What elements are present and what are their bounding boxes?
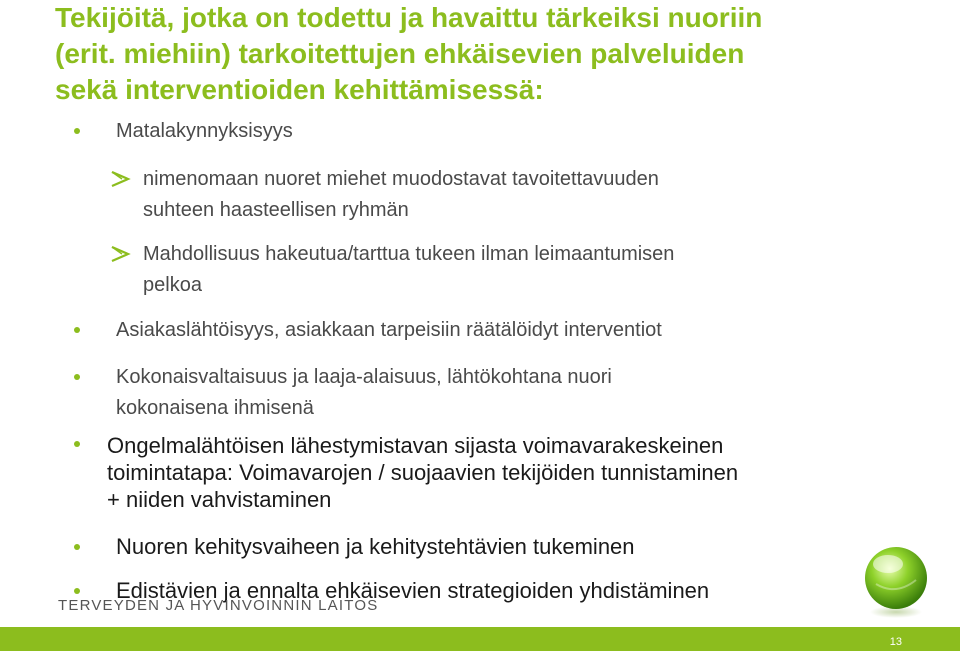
organization-name: TERVEYDEN JA HYVINVOINNIN LAITOS [58, 597, 379, 614]
bullet-icon [74, 128, 80, 134]
arrowhead-icon [110, 170, 132, 188]
sub-item-young-men: nimenomaan nuoret miehet muodostavat tavoitettavuuden suhteen haasteellisen ryhmän [143, 168, 659, 221]
bullet-icon [74, 544, 80, 550]
bullet-icon [74, 441, 80, 447]
bullet-item-holistic: Kokonaisvaltaisuus ja laaja-alaisuus, lähtökohtana nuori kokonaisena ihmisenä [116, 366, 612, 419]
bullet-icon [74, 327, 80, 333]
page-number: 13 [889, 636, 902, 648]
slide-title: Tekijöitä, jotka on todettu ja havaittu tärkeiksi nuoriin (erit. miehiin) tarkoitettujen ehkäisevien palveluiden sekä interventioiden kehittämisessä: [55, 2, 763, 105]
sub-item-seek-support: Mahdollisuus hakeutua/tarttua tukeen ilman leimaantumisen pelkoa [143, 243, 675, 296]
bullet-item-strategies: Edistävien ja ennalta ehkäisevien strategioiden yhdistäminen [116, 578, 710, 603]
bullet-item-developmental-support: Nuoren kehitysvaiheen ja kehitystehtävien tukeminen [116, 534, 635, 559]
footer-bar [0, 627, 960, 651]
bullet-item-resource-oriented: Ongelmalähtöisen lähestymistavan sijasta voimavarakeskeinen toimintatapa: Voimavarojen / suojaavien tekijöiden tunnistaminen + niiden vahvistaminen [107, 433, 739, 512]
bullet-icon [74, 588, 80, 594]
bullet-item-client-oriented: Asiakaslähtöisyys, asiakkaan tarpeisiin räätälöidyt interventiot [116, 319, 662, 341]
arrowhead-icon [110, 245, 132, 263]
globe-icon [856, 540, 936, 620]
bullet-item-low-threshold: Matalakynnyksisyys [116, 120, 293, 142]
bullet-icon [74, 374, 80, 380]
